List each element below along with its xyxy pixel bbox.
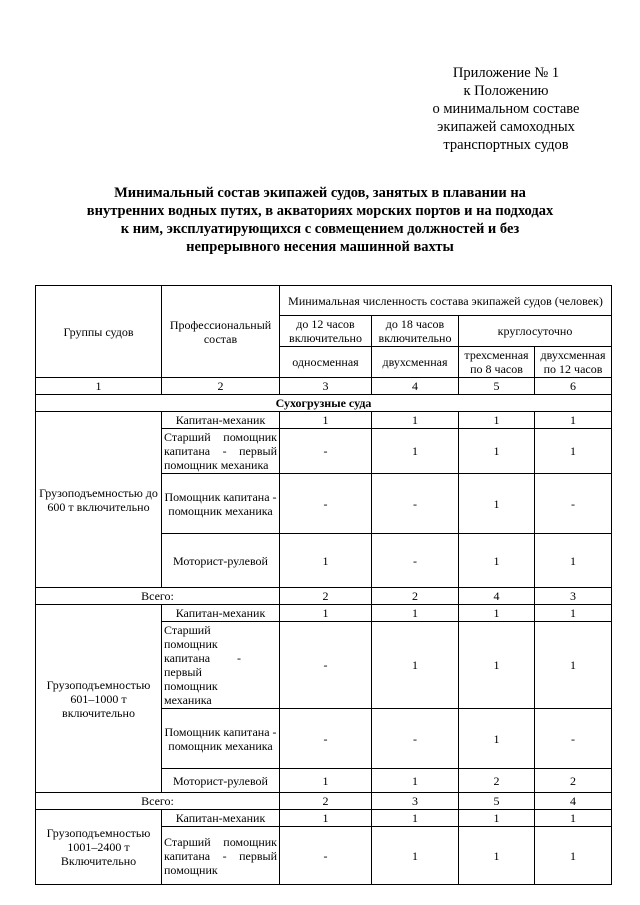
document-title bbox=[60, 184, 580, 256]
total-value: 4 bbox=[459, 588, 535, 605]
position-cell: Старший помощник капитана - первый помощник механика bbox=[162, 429, 280, 474]
position-cell: Капитан-механик bbox=[162, 412, 280, 429]
header-double-12h: двухсменная по 12 часов bbox=[535, 347, 612, 378]
value-cell: 1 bbox=[459, 622, 535, 709]
value-cell: 1 bbox=[280, 605, 372, 622]
column-number-row bbox=[36, 378, 612, 395]
title-line: непрерывного несения машинной вахты bbox=[186, 239, 454, 255]
title-line: к ним, эксплуатирующихся с совмещением должностей и без bbox=[120, 221, 520, 237]
total-value: 2 bbox=[280, 793, 372, 810]
total-value: 2 bbox=[372, 588, 459, 605]
header-double-shift: двухсменная bbox=[372, 347, 459, 378]
total-row bbox=[36, 588, 612, 605]
value-cell: - bbox=[535, 474, 612, 534]
appendix-block bbox=[400, 64, 612, 154]
value-cell: 1 bbox=[280, 534, 372, 588]
appendix-line: транспортных судов bbox=[443, 137, 569, 153]
value-cell: 1 bbox=[459, 474, 535, 534]
position-cell: Моторист-рулевой bbox=[162, 769, 280, 793]
value-cell: 1 bbox=[372, 412, 459, 429]
value-cell: - bbox=[372, 474, 459, 534]
column-number: 6 bbox=[535, 378, 612, 395]
table-row bbox=[36, 412, 612, 429]
value-cell: 1 bbox=[459, 412, 535, 429]
value-cell: 1 bbox=[535, 810, 612, 827]
value-cell: - bbox=[535, 709, 612, 769]
total-value: 4 bbox=[535, 793, 612, 810]
value-cell: 1 bbox=[535, 412, 612, 429]
value-cell: 1 bbox=[459, 709, 535, 769]
position-cell: Помощник капитана - помощник механика bbox=[162, 474, 280, 534]
value-cell: 1 bbox=[535, 622, 612, 709]
appendix-line: Приложение № 1 bbox=[452, 65, 560, 81]
header-single-shift: односменная bbox=[280, 347, 372, 378]
group-name: Грузоподъемностью 1001–2400 т Включительно bbox=[36, 810, 162, 885]
header-up-to-18: до 18 часов включительно bbox=[372, 316, 459, 347]
total-value: 2 bbox=[280, 588, 372, 605]
appendix-line: к Положению bbox=[463, 83, 549, 99]
position-cell: Моторист-рулевой bbox=[162, 534, 280, 588]
total-row bbox=[36, 793, 612, 810]
value-cell: 1 bbox=[280, 810, 372, 827]
column-number: 1 bbox=[36, 378, 162, 395]
value-cell: 2 bbox=[535, 769, 612, 793]
position-cell: Помощник капитана - помощник механика bbox=[162, 709, 280, 769]
value-cell: 2 bbox=[459, 769, 535, 793]
group-name: Грузоподъемностью 601–1000 т включительно bbox=[36, 605, 162, 793]
column-number: 3 bbox=[280, 378, 372, 395]
total-value: 5 bbox=[459, 793, 535, 810]
position-cell: Капитан-механик bbox=[162, 810, 280, 827]
total-value: 3 bbox=[372, 793, 459, 810]
value-cell: 1 bbox=[459, 605, 535, 622]
column-number: 4 bbox=[372, 378, 459, 395]
value-cell: 1 bbox=[372, 769, 459, 793]
value-cell: 1 bbox=[459, 534, 535, 588]
value-cell: 1 bbox=[280, 412, 372, 429]
value-cell: 1 bbox=[459, 810, 535, 827]
value-cell: 1 bbox=[372, 810, 459, 827]
value-cell: - bbox=[280, 429, 372, 474]
table-row bbox=[36, 605, 612, 622]
header-profession: Профессиональный состав bbox=[162, 286, 280, 378]
total-label: Всего: bbox=[36, 793, 280, 810]
value-cell: - bbox=[372, 709, 459, 769]
value-cell: 1 bbox=[459, 429, 535, 474]
appendix-line: экипажей самоходных bbox=[437, 119, 575, 135]
value-cell: 1 bbox=[280, 769, 372, 793]
position-cell: Капитан-механик bbox=[162, 605, 280, 622]
value-cell: 1 bbox=[372, 622, 459, 709]
value-cell: - bbox=[280, 474, 372, 534]
header-triple-8h: трехсменная по 8 часов bbox=[459, 347, 535, 378]
section-heading: Сухогрузные суда bbox=[36, 395, 612, 412]
value-cell: 1 bbox=[535, 605, 612, 622]
value-cell: 1 bbox=[372, 605, 459, 622]
header-round-clock: круглосуточно bbox=[459, 316, 612, 347]
value-cell: 1 bbox=[535, 827, 612, 885]
title-line: внутренних водных путях, в акваториях морских портов и на подходах bbox=[86, 203, 554, 219]
total-label: Всего: bbox=[36, 588, 280, 605]
value-cell: - bbox=[372, 534, 459, 588]
title-line: Минимальный состав экипажей судов, занятых в плавании на bbox=[114, 185, 526, 201]
position-cell: Старший помощник капитана - первый помощник механика bbox=[162, 622, 280, 709]
group-name: Грузоподъемностью до 600 т включительно bbox=[36, 412, 162, 588]
value-cell: - bbox=[280, 827, 372, 885]
value-cell: 1 bbox=[372, 429, 459, 474]
table-row bbox=[36, 810, 612, 827]
column-number: 5 bbox=[459, 378, 535, 395]
crew-table bbox=[35, 285, 612, 885]
position-cell: Старший помощник капитана - первый помощник bbox=[162, 827, 280, 885]
value-cell: 1 bbox=[372, 827, 459, 885]
total-value: 3 bbox=[535, 588, 612, 605]
column-number: 2 bbox=[162, 378, 280, 395]
appendix-line: о минимальном составе bbox=[432, 101, 580, 117]
value-cell: - bbox=[280, 709, 372, 769]
value-cell: 1 bbox=[459, 827, 535, 885]
value-cell: 1 bbox=[535, 534, 612, 588]
header-groups: Группы судов bbox=[36, 286, 162, 378]
header-min-count: Минимальная численность состава экипажей судов (человек) bbox=[280, 286, 612, 316]
value-cell: 1 bbox=[535, 429, 612, 474]
value-cell: - bbox=[280, 622, 372, 709]
header-up-to-12: до 12 часов включительно bbox=[280, 316, 372, 347]
